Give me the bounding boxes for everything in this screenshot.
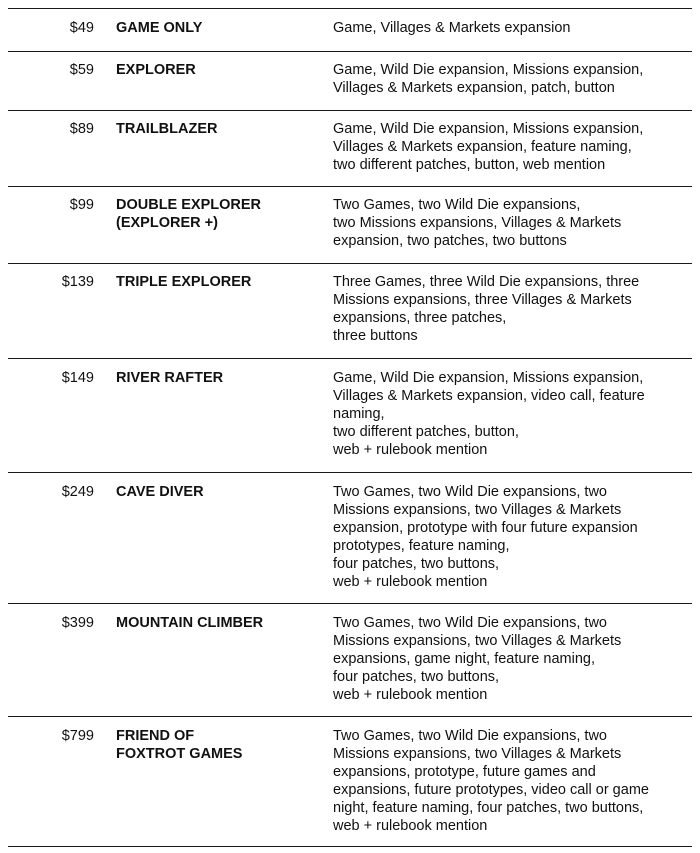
tier-row-double-explorer — [8, 186, 692, 263]
tier-row-mountain-climber — [8, 603, 692, 716]
tier-row-cave-diver — [8, 472, 692, 603]
tier-price: $149 — [61, 370, 94, 386]
tier-contents: Two Games, two Wild Die expansions, two Missions expansions, Villages & Markets expansion, two patches, two buttons — [333, 197, 622, 249]
tier-contents: Game, Wild Die expansion, Missions expansion, Villages & Markets expansion, video call, feature naming, two different patches, button, web + rulebook mention — [333, 370, 645, 458]
tier-name: EXPLORER — [116, 62, 196, 78]
tier-contents: Game, Wild Die expansion, Missions expansion, Villages & Markets expansion, feature naming, two different patches, button, web mention — [333, 121, 644, 173]
tier-price: $399 — [61, 615, 94, 631]
tier-contents: Two Games, two Wild Die expansions, two Missions expansions, two Villages & Markets expansions, prototype, future games and expansions, future prototypes, video call or game night, feature naming, four patches, two buttons, web + rulebook mention — [333, 728, 649, 834]
tier-name: RIVER RAFTER — [116, 370, 224, 386]
tier-row-trailblazer — [8, 110, 692, 186]
tier-price: $89 — [69, 121, 94, 137]
tier-name: MOUNTAIN CLIMBER — [116, 615, 264, 631]
tier-row-triple-explorer — [8, 263, 692, 358]
tier-price: $249 — [61, 484, 94, 500]
tier-contents: Two Games, two Wild Die expansions, two Missions expansions, two Villages & Markets expansion, prototype with four future expansion prototypes, feature naming, four patches, two buttons, web + rulebook mention — [333, 484, 638, 590]
tier-name: GAME ONLY — [116, 20, 203, 36]
tier-row-friend-of-foxtrot-games — [8, 716, 692, 847]
tier-contents: Game, Wild Die expansion, Missions expansion, Villages & Markets expansion, patch, button — [333, 62, 644, 96]
tier-contents: Two Games, two Wild Die expansions, two Missions expansions, two Villages & Markets expansions, game night, feature naming, four patches, two buttons, web + rulebook mention — [333, 615, 622, 703]
tier-name: TRAILBLAZER — [116, 121, 218, 137]
tier-name: TRIPLE EXPLORER — [116, 274, 252, 290]
tier-price: $99 — [69, 197, 94, 213]
tier-name: FRIEND OF FOXTROT GAMES — [116, 728, 243, 762]
tier-contents: Three Games, three Wild Die expansions, three Missions expansions, three Villages & Markets expansions, three patches, three buttons — [333, 274, 640, 344]
tier-name: CAVE DIVER — [116, 484, 204, 500]
tier-name: DOUBLE EXPLORER (EXPLORER +) — [116, 197, 262, 231]
tier-price: $59 — [69, 62, 94, 78]
tier-row-explorer — [8, 51, 692, 110]
tier-contents: Game, Villages & Markets expansion — [333, 20, 571, 36]
tier-row-river-rafter — [8, 358, 692, 472]
tier-price: $139 — [61, 274, 94, 290]
tier-price: $49 — [69, 20, 94, 36]
tier-row-game-only — [8, 8, 692, 52]
tier-price: $799 — [61, 728, 94, 744]
